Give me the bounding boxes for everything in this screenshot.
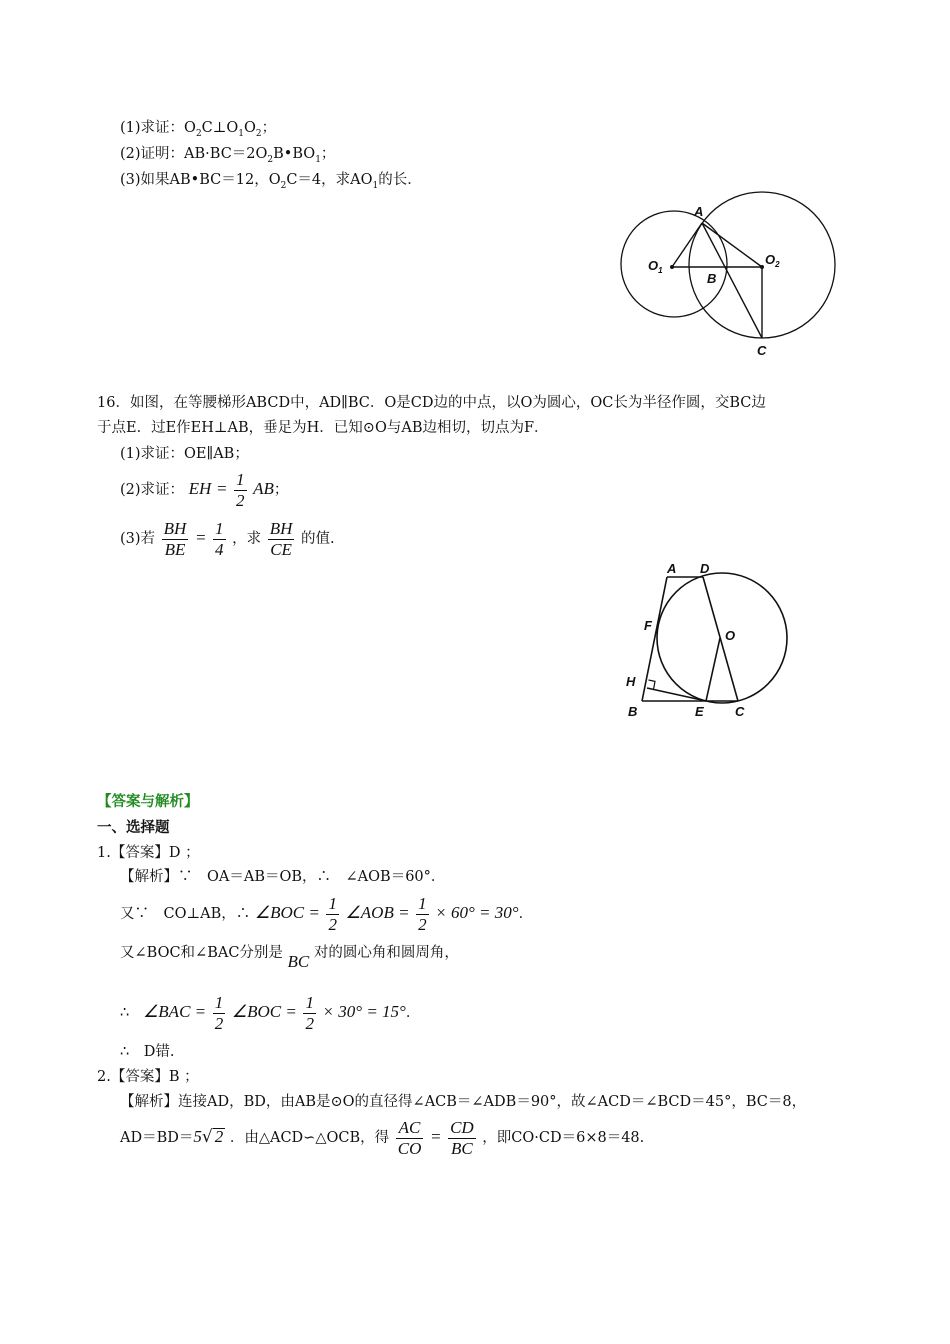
point-o2: [760, 265, 764, 269]
label-a: A: [694, 204, 704, 219]
answer1-line4: ∴ ∠BAC = $\frac{1}{2}$ ∠BOC = $\frac{1}{2}$ × 30° = 15°．: [120, 992, 421, 1033]
sqrt-radicand: 2: [214, 1127, 224, 1146]
fraction-half: $\frac{1}{2}$: [236, 469, 245, 510]
label-o1: $O_1$: [648, 258, 663, 275]
point-o1: [670, 265, 674, 269]
answer1-line5: ∴ D错.: [120, 1044, 175, 1060]
two-circles-figure: [610, 190, 850, 360]
label-f: F: [644, 618, 652, 633]
label-c: C: [735, 704, 745, 719]
fraction-half: $\frac{1}{2}$: [214, 992, 224, 1033]
label-a: A: [667, 561, 677, 576]
segment-oe: [706, 638, 720, 701]
answers-heading: 【答案与解析】: [97, 794, 199, 810]
segment-o1-a: [672, 223, 702, 267]
q15-part2: (2)证明：$AB\cdot BC=2O_2B•BO_1$；: [120, 146, 336, 165]
fraction-half: $\frac{1}{2}$: [418, 893, 427, 934]
label-b: B: [707, 271, 717, 286]
answer2-title: 2.【答案】B ；: [97, 1069, 199, 1085]
label-o: O: [725, 628, 736, 643]
answer2-line1: 【解析】连接AD，BD，由AB是⊙O的直径得∠ACB＝∠ADB＝90°，故∠ACD＝∠BCD＝45°，BC＝8，: [120, 1094, 807, 1110]
answer1-line2: 又∵ CO⊥AB，∴ ∠BOC = $\frac{1}{2}$ ∠AOB = $\frac{1}{2}$ × 60° = 30°．: [120, 893, 534, 934]
fraction-quarter: $\frac{1}{4}$: [215, 518, 224, 559]
q16-part1: (1)求证：OE∥AB；: [120, 446, 249, 462]
q15-part3: (3)如果AB•BC＝12，$O_2C=4$，求$AO_1$的长．: [120, 172, 422, 191]
q16-part2: (2)求证： EH = $\frac{1}{2}$ AB；: [120, 469, 289, 510]
fraction-half: $\frac{1}{2}$: [305, 992, 314, 1033]
segment-a-o2: [702, 223, 762, 267]
answer1-title: 1.【答案】D ；: [97, 845, 200, 861]
answer1-line3: 又∠BOC和∠BAC分别是 BC 对的圆心角和圆周角，: [120, 945, 459, 971]
label-c: C: [757, 343, 767, 358]
label-o2: $O_2$: [765, 252, 780, 269]
answer2-line2: AD＝BD＝5√ 2 ．由△ACD∽△OCB，得 $\frac{AC}{CO}$ = $\frac{CD}{BC}$ ，即CO·CD＝6×8＝48.: [120, 1117, 645, 1158]
fraction-bh-ce: $\frac{BH}{CE}$: [269, 518, 293, 559]
trapezoid-circle-figure: [620, 558, 800, 723]
label-d: D: [700, 561, 710, 576]
label-e: E: [695, 704, 704, 719]
circle-o: [657, 573, 787, 703]
q16-part3: (3)若 $\frac{BH}{BE}$ = $\frac{1}{4}$ ，求 $\frac{BH}{CE}$ 的值.: [120, 518, 335, 559]
fraction-half: $\frac{1}{2}$: [328, 893, 337, 934]
segment-eh: [647, 688, 706, 701]
q16-line1: 16．如图，在等腰梯形ABCD中，AD∥BC．O是CD边的中点，以O为圆心，OC长为半径作圆，交BC边: [97, 395, 766, 411]
label-b: B: [628, 704, 638, 719]
arc-bc: BC: [287, 952, 310, 971]
q16-line2: 于点E．过E作EH⊥AB，垂足为H．已知⊙O与AB边相切，切点为F．: [97, 420, 549, 436]
q15-part1: (1)求证：$O_2C\perp O_1O_2$；: [120, 120, 277, 139]
fraction-bh-be: $\frac{BH}{BE}$: [163, 518, 187, 559]
fraction-ac-co: $\frac{AC}{CO}$: [397, 1117, 422, 1158]
section-choice: 一、选择题: [97, 820, 170, 836]
fraction-cd-bc: $\frac{CD}{BC}$: [450, 1117, 474, 1158]
answer1-line1: 【解析】∵ OA＝AB＝OB，∴ ∠AOB＝60°．: [120, 869, 446, 885]
label-h: H: [626, 674, 636, 689]
